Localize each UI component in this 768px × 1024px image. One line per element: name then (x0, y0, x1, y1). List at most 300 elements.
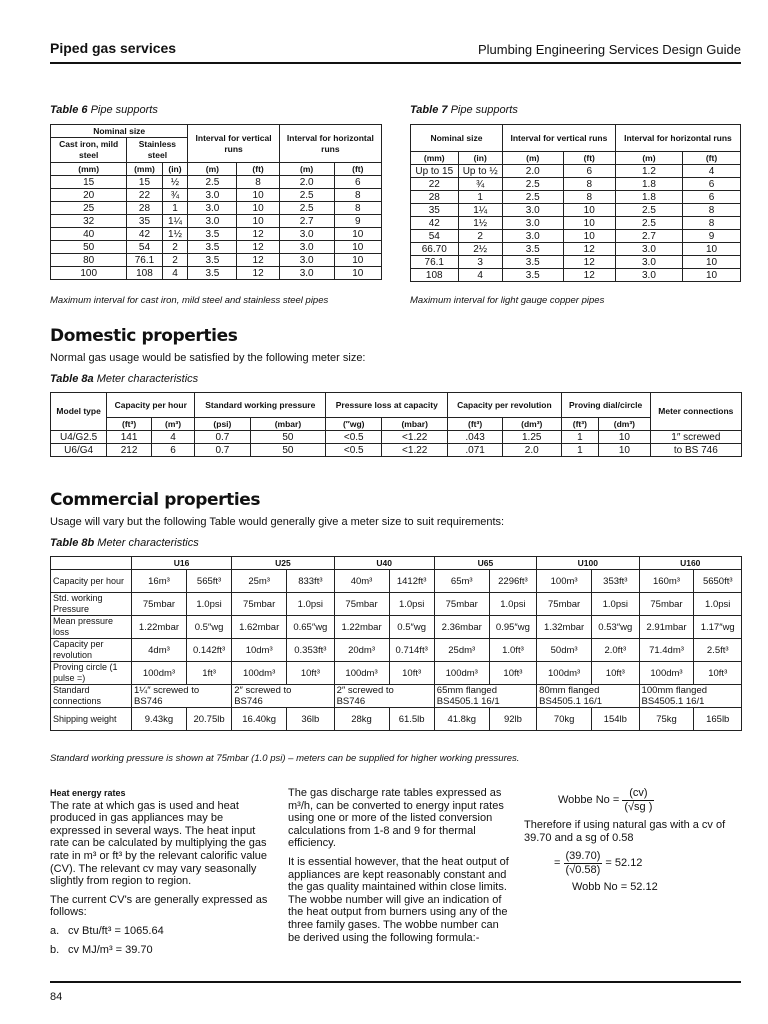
table-row (51, 241, 382, 254)
table8a-column-header: Proving dial/circle (561, 393, 650, 418)
table-cell: 16.40kg (232, 708, 287, 731)
table-cell: 4 (162, 267, 188, 280)
connection-line: BS746 (134, 696, 163, 707)
table7-pipe-supports (410, 124, 741, 282)
table-cell: 10 (237, 202, 279, 215)
table-row (51, 616, 742, 639)
table-cell: 154lb (592, 708, 639, 731)
table-cell: 50 (51, 241, 127, 254)
table-cell: 3.0 (279, 254, 334, 267)
table6-header-horizontal: Interval for horizontal runs (279, 125, 381, 163)
table7-note: Maximum interval for light gauge copper pipes (410, 295, 605, 306)
wobbe-fraction (622, 787, 654, 813)
table-cell: 4dm³ (132, 639, 187, 662)
connection-cell (232, 685, 334, 708)
table-cell: 2.91mbar (639, 616, 694, 639)
table-cell: 3.0 (615, 256, 682, 269)
heat-energy-title: Heat energy rates (50, 788, 126, 798)
table-cell: 100dm³ (232, 662, 287, 685)
table-cell: 22 (411, 178, 459, 191)
table-row (51, 254, 382, 267)
table-cell: 36lb (287, 708, 334, 731)
table-row (51, 267, 382, 280)
table-cell: 1.2 (615, 165, 682, 178)
wobbe-equals-sign: = (554, 857, 561, 870)
table-cell: 0.5″wg (186, 616, 231, 639)
table-cell: 0.95″wg (489, 616, 536, 639)
connection-cell (639, 685, 741, 708)
table-cell: 1.0psi (287, 593, 334, 616)
table-cell: 1.0psi (592, 593, 639, 616)
table6-note: Maximum interval for cast iron, mild steel and stainless steel pipes (50, 295, 329, 306)
table-cell: 3.0 (279, 267, 334, 280)
table-cell: 10 (237, 215, 279, 228)
wobbe-column (524, 787, 744, 893)
table8a-column-header: Model type (51, 393, 107, 431)
table-cell: 2.5ft³ (694, 639, 742, 662)
table-cell: 50dm³ (537, 639, 592, 662)
table-cell: 40m³ (334, 570, 389, 593)
table-cell: 2.7 (615, 230, 682, 243)
table-cell: 10 (683, 243, 741, 256)
table-cell: 75mbar (537, 593, 592, 616)
table-cell: 20.75lb (186, 708, 231, 731)
table-cell: 1412ft³ (389, 570, 434, 593)
table-cell: 12 (563, 256, 615, 269)
cv-btu-line (50, 925, 268, 938)
connection-line: 100mm flanged (641, 685, 708, 696)
table-cell: <0.5 (326, 444, 382, 457)
table-cell: 6 (563, 165, 615, 178)
table-cell: 10 (683, 269, 741, 282)
table-cell: 10 (237, 189, 279, 202)
table-cell: 4 (458, 269, 502, 282)
table-cell: 3.0 (188, 202, 237, 215)
table-cell: 8 (334, 189, 381, 202)
table8a-caption-text: Meter characteristics (96, 373, 199, 385)
table8b-row-label: Capacity per hour (51, 570, 132, 593)
table6-unit-header: (ft) (334, 163, 381, 176)
table-cell: 8 (334, 202, 381, 215)
table-cell: 1ft³ (186, 662, 231, 685)
table-cell: 2.0 (502, 444, 561, 457)
table-cell: 4 (151, 431, 194, 444)
footer-rule (50, 981, 741, 983)
table-cell: 1.62mbar (232, 616, 287, 639)
table6-unit-header: (m) (279, 163, 334, 176)
cv-mj-label: b. (50, 943, 60, 956)
table8b-caption (50, 537, 199, 549)
table-cell: 1¼ (162, 215, 188, 228)
table-row (51, 431, 742, 444)
table-cell: 75kg (639, 708, 694, 731)
table-cell: 2 (458, 230, 502, 243)
table8b-caption-number: Table 8b (50, 537, 95, 549)
connection-line: 2″ screwed to (336, 685, 394, 696)
table8b-connections-row (51, 685, 742, 708)
table-cell: 12 (237, 267, 279, 280)
table-row (411, 243, 741, 256)
table-row (411, 178, 741, 191)
table8a-unit-header: (ft³) (561, 418, 599, 431)
table8a-column-header: Capacity per hour (107, 393, 195, 418)
table-cell: 70kg (537, 708, 592, 731)
table8a-column-header: Standard working pressure (195, 393, 326, 418)
table6-unit-header: (ft) (237, 163, 279, 176)
table-cell: 16m³ (132, 570, 187, 593)
table-cell: 9 (334, 215, 381, 228)
table-cell: 2.36mbar (434, 616, 489, 639)
table-cell: Up to 15 (411, 165, 459, 178)
wobbe-numerator: (cv) (622, 787, 654, 801)
table7-header-nominal: Nominal size (411, 125, 503, 152)
table-row (411, 230, 741, 243)
table-cell: 15 (51, 176, 127, 189)
table6-header-castiron: Cast iron, mild steel (51, 138, 127, 163)
table-cell: 160m³ (639, 570, 694, 593)
table8b-note: Standard working pressure is shown at 75mbar (1.0 psi) – meters can be supplied for higher working pressures. (50, 753, 520, 764)
connection-line: BS746 (336, 696, 366, 707)
table8a-header-row (51, 393, 742, 418)
table-cell: 100m³ (537, 570, 592, 593)
table6-header-vertical: Interval for vertical runs (188, 125, 279, 163)
table-cell: 1.0ft³ (489, 639, 536, 662)
table8a-meter-characteristics (50, 392, 742, 457)
table7-unit-header: (m) (502, 152, 563, 165)
table-cell: 50 (250, 444, 326, 457)
table-cell: 2.5 (502, 178, 563, 191)
table-cell: 0.142ft³ (186, 639, 231, 662)
table-cell: <1.22 (382, 431, 448, 444)
table-cell: 9.43kg (132, 708, 187, 731)
table8a-unit-header: (dm³) (599, 418, 651, 431)
connection-cell (334, 685, 434, 708)
connection-line: BS746 (234, 696, 263, 707)
connection-line: BS4505.1 16/1 (641, 696, 705, 707)
connection-cell (434, 685, 536, 708)
table-cell: 10 (599, 444, 651, 457)
wobbe-calc-fraction (564, 850, 603, 876)
table-cell: 20dm³ (334, 639, 389, 662)
connection-line: BS4505.1 16/1 (539, 696, 603, 707)
table-row (411, 165, 741, 178)
table7-header-horizontal: Interval for horizontal runs (615, 125, 740, 152)
table-cell: 1 (458, 191, 502, 204)
table-cell: 2.0 (279, 176, 334, 189)
table-cell: 3.0 (615, 269, 682, 282)
table-row (411, 269, 741, 282)
table-cell: 10 (334, 228, 381, 241)
commercial-intro: Usage will vary but the following Table would generally give a meter size to suit requirements: (50, 516, 505, 528)
header-rule (50, 62, 741, 64)
table-cell: 8 (683, 217, 741, 230)
table-cell: 10ft³ (489, 662, 536, 685)
table-cell: 1.22mbar (132, 616, 187, 639)
table-cell: 54 (411, 230, 459, 243)
table8a-caption-number: Table 8a (50, 373, 94, 385)
table-cell: 1.25 (502, 431, 561, 444)
table-cell: 3.5 (502, 243, 563, 256)
table-cell: 35 (411, 204, 459, 217)
table7-unit-header: (ft) (683, 152, 741, 165)
table-cell: 3.5 (188, 254, 237, 267)
table-cell: 3.5 (188, 267, 237, 280)
table7-caption-number: Table 7 (410, 104, 448, 116)
table8b-row-label: Capacity per revolution (51, 639, 132, 662)
table8b-row-label: Proving circle (1 pulse =) (51, 662, 132, 685)
table-cell: 165lb (694, 708, 742, 731)
table6-unit-header: (in) (162, 163, 188, 176)
table-cell: 100dm³ (334, 662, 389, 685)
table-cell: 28 (411, 191, 459, 204)
table-cell: .043 (448, 431, 503, 444)
table-cell: 10 (563, 217, 615, 230)
table-cell: 28kg (334, 708, 389, 731)
domestic-heading: Domestic properties (50, 326, 238, 346)
table-cell: 1 (561, 444, 599, 457)
table-cell: 15 (127, 176, 162, 189)
table7-units-row (411, 152, 741, 165)
table6-caption-text: Pipe supports (90, 104, 158, 116)
table-cell: 50 (250, 431, 326, 444)
table8b-model-header: U65 (434, 557, 536, 570)
wobbe-calculation (524, 850, 744, 876)
table8b-caption-text: Meter characteristics (97, 537, 199, 549)
table-cell: 3.0 (188, 189, 237, 202)
table8a-unit-header: (ft³) (448, 418, 503, 431)
table-row (51, 228, 382, 241)
table8b-meter-characteristics (50, 556, 742, 731)
table-cell: 0.7 (195, 431, 250, 444)
table-cell: 75mbar (434, 593, 489, 616)
table-cell: 3.0 (502, 204, 563, 217)
table-cell: 12 (563, 269, 615, 282)
table-cell: 80 (51, 254, 127, 267)
wobbe-calc-result: = 52.12 (605, 857, 643, 870)
page-number: 84 (50, 991, 63, 1003)
table8a-unit-header: (″wg) (326, 418, 382, 431)
table-cell: 1½ (458, 217, 502, 230)
wobbe-formula (524, 787, 744, 813)
table-cell: 3.5 (502, 269, 563, 282)
table-cell: 2.5 (502, 191, 563, 204)
connection-line: 2″ screwed to (234, 685, 292, 696)
connection-cell (537, 685, 639, 708)
table-cell: 100dm³ (132, 662, 187, 685)
cv-mj-value: cv MJ/m³ = 39.70 (68, 943, 153, 956)
table-cell: 75mbar (232, 593, 287, 616)
table6-caption (50, 104, 158, 116)
table-row (51, 444, 742, 457)
table-cell: 0.5″wg (389, 616, 434, 639)
table-cell: .071 (448, 444, 503, 457)
table-cell: 4 (683, 165, 741, 178)
table-cell: 12 (237, 228, 279, 241)
table-row (51, 570, 742, 593)
table-cell: 3 (458, 256, 502, 269)
wobbe-denominator: (√sg ) (624, 800, 653, 813)
table-row (51, 593, 742, 616)
wobbe-paragraph: Therefore if using natural gas with a cv of 39.70 and a sg of 0.58 (524, 819, 726, 844)
table-cell: 8 (237, 176, 279, 189)
table-row (51, 639, 742, 662)
table-cell: 108 (127, 267, 162, 280)
table-cell: 92lb (489, 708, 536, 731)
table-cell: 71.4dm³ (639, 639, 694, 662)
table-cell: Up to ½ (458, 165, 502, 178)
table-cell: 1.0psi (489, 593, 536, 616)
wobbe-calc-numerator: (39.70) (565, 850, 601, 863)
table-cell: 41.8kg (434, 708, 489, 731)
table-cell: 12 (237, 254, 279, 267)
table-cell: 3.0 (279, 241, 334, 254)
table-cell: 10 (683, 256, 741, 269)
table7-caption (410, 104, 518, 116)
conversion-paragraph-1: The gas discharge rate tables expressed as m³/h, can be converted to energy input rates using one or more of the listed conversion calculations from 1-8 and 9 for thermal efficiency. (288, 787, 504, 850)
table8b-row-label: Standard connections (51, 685, 132, 708)
wobbe-label: Wobbe No = (558, 794, 620, 806)
table8b-row-label: Mean pressure loss (51, 616, 132, 639)
table-cell: 1.32mbar (537, 616, 592, 639)
table8b-model-header: U160 (639, 557, 741, 570)
table-row (411, 217, 741, 230)
table-cell: 25 (51, 202, 127, 215)
table-cell: ¾ (458, 178, 502, 191)
table-row (411, 191, 741, 204)
table-cell: 2.5 (188, 176, 237, 189)
table-cell: 61.5lb (389, 708, 434, 731)
table-cell: 3.5 (188, 241, 237, 254)
table8b-weight-row (51, 708, 742, 731)
table-cell: 75mbar (132, 593, 187, 616)
table8a-unit-header: (dm³) (502, 418, 561, 431)
table-cell: 6 (334, 176, 381, 189)
table8b-model-header: U25 (232, 557, 334, 570)
table-cell: 10 (563, 204, 615, 217)
table8b-model-header: U100 (537, 557, 639, 570)
table-cell: 1.0psi (389, 593, 434, 616)
heat-energy-column (50, 787, 268, 962)
table-cell: 10ft³ (592, 662, 639, 685)
table-cell: 10 (563, 230, 615, 243)
table-cell: U4/G2.5 (51, 431, 107, 444)
table-cell: 0.353ft³ (287, 639, 334, 662)
cv-mj-line (50, 944, 268, 957)
table-cell: 12 (563, 243, 615, 256)
table-cell: 1 (162, 202, 188, 215)
table-cell: 10ft³ (287, 662, 334, 685)
table-cell: 1.17″wg (694, 616, 742, 639)
table-cell: 54 (127, 241, 162, 254)
table7-unit-header: (in) (458, 152, 502, 165)
table-cell: 2.5 (615, 204, 682, 217)
table-cell: ¾ (162, 189, 188, 202)
table-cell: 75mbar (639, 593, 694, 616)
conversion-column (288, 787, 510, 950)
table-cell: 565ft³ (186, 570, 231, 593)
table-cell: 25dm³ (434, 639, 489, 662)
meter-connection-cell: to BS 746 (650, 444, 741, 457)
table-cell: 100 (51, 267, 127, 280)
connection-cell (132, 685, 232, 708)
table-cell: 6 (151, 444, 194, 457)
table-cell: 0.53″wg (592, 616, 639, 639)
table-cell: 212 (107, 444, 152, 457)
table-cell: 32 (51, 215, 127, 228)
table-cell: 3.5 (502, 256, 563, 269)
heat-energy-paragraph-2: The current CV's are generally expressed as follows: (50, 893, 268, 919)
table-cell: 2.7 (279, 215, 334, 228)
table8a-unit-header: (psi) (195, 418, 250, 431)
table7-caption-text: Pipe supports (450, 104, 518, 116)
table-cell: 2.5 (279, 189, 334, 202)
table-cell: 3.5 (188, 228, 237, 241)
table-cell: 22 (127, 189, 162, 202)
table-row (411, 204, 741, 217)
table-cell: 1.0psi (186, 593, 231, 616)
table8b-row-label: Std. working Pressure (51, 593, 132, 616)
table6-unit-header: (m) (188, 163, 237, 176)
table-cell: 833ft³ (287, 570, 334, 593)
table-cell: 12 (237, 241, 279, 254)
cv-btu-value: cv Btu/ft³ = 1065.64 (68, 924, 164, 937)
table-cell: 40 (51, 228, 127, 241)
table8a-column-header: Meter connections (650, 393, 741, 431)
table8a-caption (50, 373, 198, 385)
table-cell: 0.65″wg (287, 616, 334, 639)
table-cell: 6 (683, 178, 741, 191)
table-cell: 2.0 (502, 165, 563, 178)
table-cell: 100dm³ (434, 662, 489, 685)
connection-line: 65mm flanged (436, 685, 497, 696)
table-cell: 66.70 (411, 243, 459, 256)
table-cell: 8 (683, 204, 741, 217)
table-cell: 100dm³ (537, 662, 592, 685)
table-cell: 2 (162, 241, 188, 254)
connection-line: BS4505.1 16/1 (436, 696, 500, 707)
table-row (51, 662, 742, 685)
table-cell: 2½ (458, 243, 502, 256)
table-cell: U6/G4 (51, 444, 107, 457)
table-cell: 10 (599, 431, 651, 444)
table6-unit-header: (mm) (51, 163, 127, 176)
table-cell: 3.0 (279, 228, 334, 241)
table-cell: 2.5 (615, 217, 682, 230)
table8a-column-header: Capacity per revolution (448, 393, 561, 418)
table-cell: 1.8 (615, 191, 682, 204)
table-cell: 1 (561, 431, 599, 444)
commercial-heading: Commercial properties (50, 490, 261, 510)
table6-caption-number: Table 6 (50, 104, 88, 116)
wobbe-final: Wobb No = 52.12 (572, 880, 658, 893)
table8a-unit-header: (mbar) (382, 418, 448, 431)
table-cell: 10 (334, 241, 381, 254)
table-cell: 0.7 (195, 444, 250, 457)
table6-header-stainless: Stainless steel (127, 138, 188, 163)
connection-line: 1¼″ screwed to (134, 685, 200, 696)
conversion-paragraph-2: It is essential however, that the heat output of appliances are kept reasonably constant and the gas quality maintained within close limits. The wobbe number will give an indication of the heat output from burners using any of the three family gases. The wobbe number can be derived using the following formula:- (288, 855, 509, 944)
table-cell: 65m³ (434, 570, 489, 593)
table8a-unit-header: (ft³) (107, 418, 152, 431)
table-cell: 3.0 (615, 243, 682, 256)
table-cell: 9 (683, 230, 741, 243)
table-cell: 5650ft³ (694, 570, 742, 593)
wobbe-calc-denominator: (√0.58) (565, 863, 601, 876)
table-cell: 25m³ (232, 570, 287, 593)
table-cell: 1¼ (458, 204, 502, 217)
table6-unit-header: (mm) (127, 163, 162, 176)
table8a-units-row (51, 418, 742, 431)
